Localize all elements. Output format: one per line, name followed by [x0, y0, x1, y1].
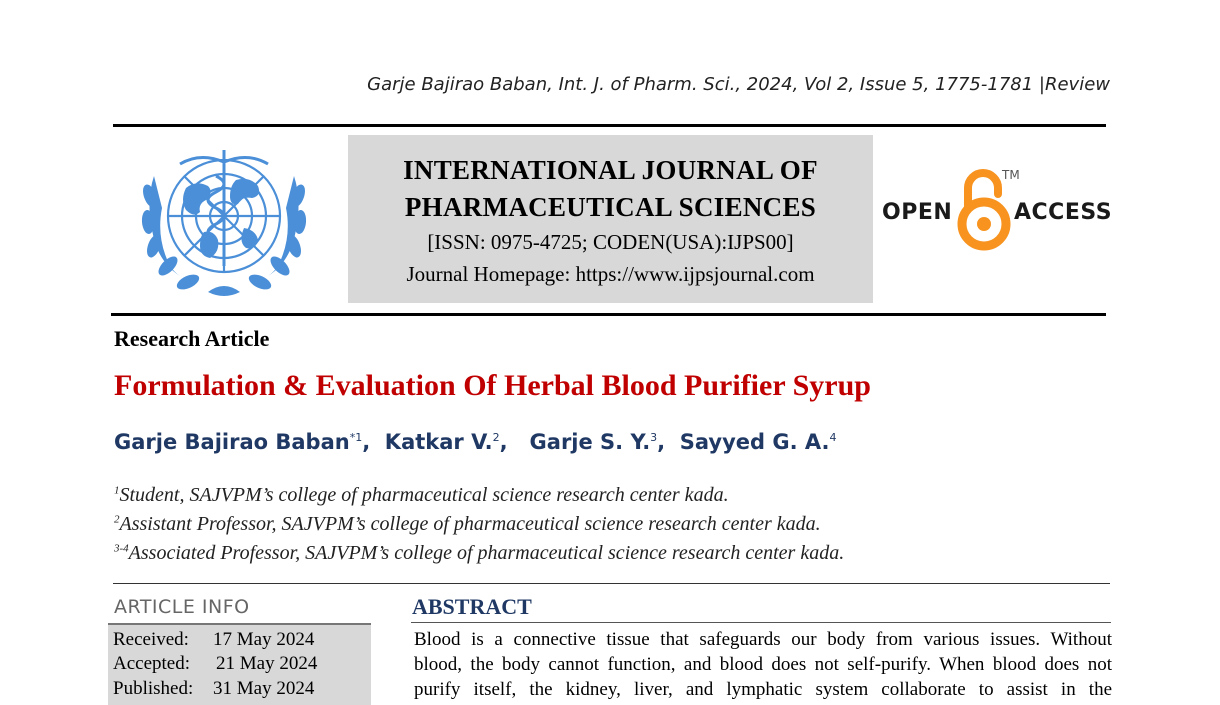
author-mark: 3	[650, 431, 658, 444]
header-bottom-rule	[111, 313, 1106, 316]
affiliation-mark: 3-4	[114, 542, 129, 555]
author-mark: *1	[349, 431, 363, 444]
open-access-logo	[880, 166, 1113, 256]
affiliation-text: Student, SAJVPM’s college of pharmaceutical science research center kada.	[119, 484, 729, 506]
affiliation-list	[114, 481, 844, 568]
header-top-rule	[113, 124, 1106, 127]
abstract-line: purify itself, the kidney, liver, and lymphatic system collaborate to assist in the	[414, 679, 1112, 700]
author-separator: ,	[499, 430, 523, 454]
affiliation-mark: 2	[114, 513, 120, 526]
article-info-box	[108, 623, 371, 705]
affiliation-text: Assistant Professor, SAJVPM’s college of pharmaceutical science research center kada.	[119, 513, 821, 535]
author-name: Garje Bajirao Baban	[114, 430, 350, 454]
received-row	[113, 629, 314, 651]
author-separator: ,	[657, 430, 673, 454]
affiliation-item	[114, 539, 844, 568]
open-access-access-text: ACCESS	[1014, 200, 1113, 225]
running-head: Garje Bajirao Baban, Int. J. of Pharm. Sci., 2024, Vol 2, Issue 5, 1775-1781 |Review	[367, 74, 1110, 95]
abstract-body	[414, 627, 1112, 702]
abstract-line: blood, the body cannot function, and blood does not self-purify. When blood does not	[414, 654, 1112, 675]
author-mark: 2	[492, 431, 500, 444]
article-info-heading: ARTICLE INFO	[114, 596, 250, 618]
open-access-open-text: OPEN	[882, 200, 953, 225]
affiliation-divider	[113, 583, 1110, 584]
journal-name-line1: INTERNATIONAL JOURNAL OF	[403, 155, 818, 185]
journal-name	[348, 152, 873, 226]
published-row	[113, 678, 314, 700]
author-separator: ,	[362, 430, 378, 454]
author-mark: 4	[829, 431, 837, 444]
author-name: Katkar V.	[384, 430, 493, 454]
published-date: 31 May 2024	[213, 678, 315, 699]
article-title: Formulation & Evaluation Of Herbal Blood Purifier Syrup	[114, 369, 871, 402]
affiliation-text: Associated Professor, SAJVPM’s college of pharmaceutical science research center kada.	[128, 542, 845, 564]
published-label: Published:	[113, 678, 194, 699]
journal-banner	[348, 135, 873, 303]
globe-laurel-emblem-icon	[124, 136, 324, 306]
received-label: Received:	[113, 629, 189, 650]
received-date: 17 May 2024	[213, 629, 315, 650]
author-list	[114, 430, 837, 454]
affiliation-item	[114, 481, 844, 510]
journal-homepage: Journal Homepage: https://www.ijpsjournal.com	[406, 262, 815, 286]
accepted-date: 21 May 2024	[216, 653, 318, 674]
article-type: Research Article	[114, 326, 270, 351]
journal-name-line2: PHARMACEUTICAL SCIENCES	[404, 192, 817, 222]
accepted-label: Accepted:	[113, 653, 191, 674]
affiliation-mark: 1	[114, 484, 120, 497]
affiliation-item	[114, 510, 844, 539]
accepted-row	[113, 653, 317, 675]
open-access-tm: TM	[1002, 168, 1020, 182]
journal-issn: [ISSN: 0975-4725; CODEN(USA):IJPS00]	[427, 230, 794, 254]
abstract-divider	[411, 622, 1111, 623]
abstract-heading: ABSTRACT	[412, 594, 532, 619]
author-name: Sayyed G. A.	[679, 430, 830, 454]
abstract-line: Blood is a connective tissue that safeguards our body from various issues. Without	[414, 629, 1112, 650]
author-name: Garje S. Y.	[529, 430, 651, 454]
